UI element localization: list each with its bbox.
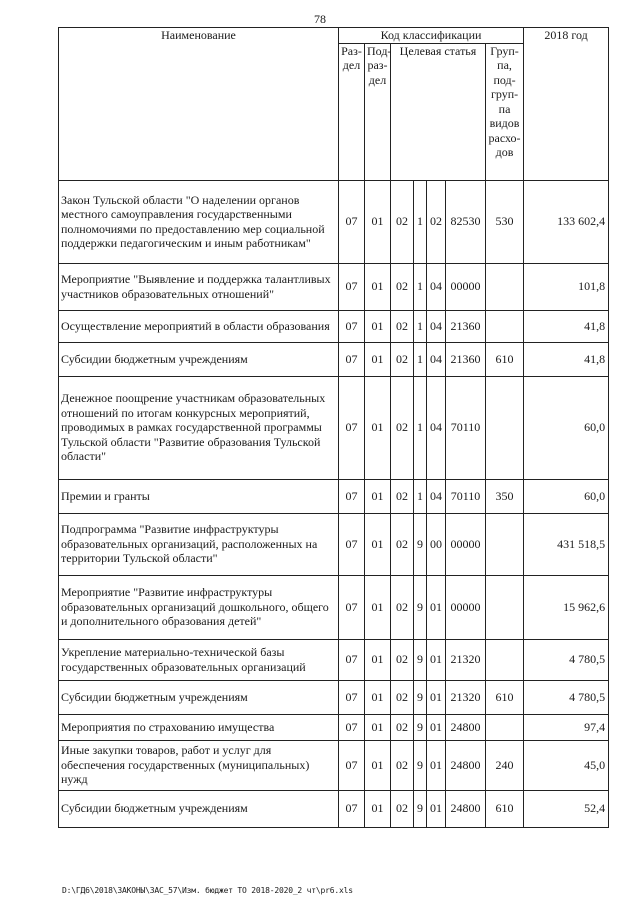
expense-type-code: 350 — [486, 479, 524, 513]
table-row — [59, 263, 609, 310]
target-code-direction: 82530 — [446, 180, 486, 263]
razdel-code: 07 — [339, 790, 365, 827]
podrazdel-code: 01 — [365, 376, 391, 479]
target-code-program: 02 — [391, 714, 414, 740]
target-code-subprogram: 1 — [414, 479, 427, 513]
target-code-program: 02 — [391, 180, 414, 263]
target-code-direction: 00000 — [446, 575, 486, 639]
target-code-event: 04 — [427, 376, 446, 479]
table-body — [59, 28, 609, 828]
razdel-code: 07 — [339, 479, 365, 513]
target-code-direction: 24800 — [446, 790, 486, 827]
header-name: Наименование — [59, 28, 339, 181]
row-name: Субсидии бюджетным учреждениям — [59, 342, 339, 376]
expense-type-code — [486, 575, 524, 639]
amount-2018: 45,0 — [524, 740, 609, 790]
amount-2018: 4 780,5 — [524, 639, 609, 680]
amount-2018: 101,8 — [524, 263, 609, 310]
podrazdel-code: 01 — [365, 479, 391, 513]
table-row — [59, 376, 609, 479]
expense-type-code — [486, 513, 524, 575]
amount-2018: 41,8 — [524, 342, 609, 376]
row-name: Денежное поощрение участникам образовательных отношений по итогам конкурсных мероприятий, проводимых в рамках государственной программы Тульской области "Развитие образования Тульской области" — [59, 376, 339, 479]
razdel-code: 07 — [339, 714, 365, 740]
target-code-subprogram: 9 — [414, 639, 427, 680]
razdel-code: 07 — [339, 740, 365, 790]
expense-type-code — [486, 714, 524, 740]
target-code-event: 01 — [427, 790, 446, 827]
budget-table — [58, 27, 609, 828]
row-name: Закон Тульской области "О наделении органов местного самоуправления государственными полномочиями по предоставлению мер социальной поддержки педагогическим и иным работникам" — [59, 180, 339, 263]
podrazdel-code: 01 — [365, 513, 391, 575]
target-code-program: 02 — [391, 479, 414, 513]
target-code-direction: 24800 — [446, 714, 486, 740]
target-code-subprogram: 9 — [414, 790, 427, 827]
header-classification: Код классификации — [339, 28, 524, 44]
row-name: Иные закупки товаров, работ и услуг для обеспечения государственных (муниципальных) нужд — [59, 740, 339, 790]
podrazdel-code: 01 — [365, 639, 391, 680]
target-code-program: 02 — [391, 790, 414, 827]
target-code-subprogram: 1 — [414, 376, 427, 479]
podrazdel-code: 01 — [365, 575, 391, 639]
table-row — [59, 680, 609, 714]
target-code-direction: 70110 — [446, 479, 486, 513]
target-code-subprogram: 9 — [414, 680, 427, 714]
amount-2018: 60,0 — [524, 479, 609, 513]
target-code-event: 01 — [427, 575, 446, 639]
target-code-event: 01 — [427, 714, 446, 740]
target-code-subprogram: 9 — [414, 740, 427, 790]
amount-2018: 41,8 — [524, 310, 609, 342]
target-code-event: 04 — [427, 342, 446, 376]
target-code-subprogram: 9 — [414, 714, 427, 740]
target-code-subprogram: 9 — [414, 575, 427, 639]
razdel-code: 07 — [339, 376, 365, 479]
expense-type-code — [486, 376, 524, 479]
file-path-footer: D:\ГД6\2018\ЗАКОНЫ\ЗАС_57\Изм. бюджет ТО 2018-2020_2 чт\pr6.xls — [62, 886, 353, 895]
target-code-event: 01 — [427, 680, 446, 714]
target-code-event: 01 — [427, 740, 446, 790]
podrazdel-code: 01 — [365, 342, 391, 376]
podrazdel-code: 01 — [365, 790, 391, 827]
table-row — [59, 180, 609, 263]
razdel-code: 07 — [339, 180, 365, 263]
amount-2018: 15 962,6 — [524, 575, 609, 639]
table-row — [59, 714, 609, 740]
amount-2018: 97,4 — [524, 714, 609, 740]
header-row-1 — [59, 28, 609, 44]
expense-type-code — [486, 263, 524, 310]
target-code-direction: 21320 — [446, 680, 486, 714]
expense-type-code — [486, 310, 524, 342]
page-number: 78 — [314, 12, 326, 26]
podrazdel-code: 01 — [365, 310, 391, 342]
target-code-program: 02 — [391, 342, 414, 376]
amount-2018: 60,0 — [524, 376, 609, 479]
amount-2018: 52,4 — [524, 790, 609, 827]
amount-2018: 4 780,5 — [524, 680, 609, 714]
podrazdel-code: 01 — [365, 740, 391, 790]
podrazdel-code: 01 — [365, 680, 391, 714]
target-code-program: 02 — [391, 376, 414, 479]
target-code-program: 02 — [391, 513, 414, 575]
expense-type-code: 610 — [486, 342, 524, 376]
table-row — [59, 575, 609, 639]
target-code-direction: 21360 — [446, 310, 486, 342]
row-name: Мероприятие "Выявление и поддержка талантливых участников образовательных отношений" — [59, 263, 339, 310]
target-code-direction: 00000 — [446, 513, 486, 575]
row-name: Осуществление мероприятий в области образования — [59, 310, 339, 342]
row-name: Мероприятие "Развитие инфраструктуры образовательных организаций дошкольного, общего и дополнительного образования детей" — [59, 575, 339, 639]
table-row — [59, 479, 609, 513]
row-name: Мероприятия по страхованию имущества — [59, 714, 339, 740]
target-code-subprogram: 1 — [414, 263, 427, 310]
target-code-subprogram: 1 — [414, 310, 427, 342]
razdel-code: 07 — [339, 575, 365, 639]
target-code-subprogram: 1 — [414, 180, 427, 263]
table-row — [59, 342, 609, 376]
table-row — [59, 639, 609, 680]
header-subsection: Под- раз- дел — [365, 43, 391, 180]
target-code-program: 02 — [391, 310, 414, 342]
expense-type-code: 610 — [486, 680, 524, 714]
target-code-program: 02 — [391, 263, 414, 310]
razdel-code: 07 — [339, 310, 365, 342]
table-row — [59, 513, 609, 575]
row-name: Укрепление материально-технической базы государственных образовательных организаций — [59, 639, 339, 680]
podrazdel-code: 01 — [365, 180, 391, 263]
header-year: 2018 год — [524, 28, 609, 181]
target-code-subprogram: 1 — [414, 342, 427, 376]
podrazdel-code: 01 — [365, 263, 391, 310]
target-code-direction: 21360 — [446, 342, 486, 376]
target-code-event: 02 — [427, 180, 446, 263]
amount-2018: 431 518,5 — [524, 513, 609, 575]
target-code-direction: 24800 — [446, 740, 486, 790]
table-row — [59, 740, 609, 790]
header-group: Груп- па, под- груп- па видов расхо- дов — [486, 43, 524, 180]
podrazdel-code: 01 — [365, 714, 391, 740]
header-target: Целевая статья — [391, 43, 486, 180]
header-section: Раз- дел — [339, 43, 365, 180]
expense-type-code: 240 — [486, 740, 524, 790]
row-name: Премии и гранты — [59, 479, 339, 513]
target-code-direction: 70110 — [446, 376, 486, 479]
razdel-code: 07 — [339, 639, 365, 680]
row-name: Субсидии бюджетным учреждениям — [59, 680, 339, 714]
target-code-event: 04 — [427, 263, 446, 310]
target-code-program: 02 — [391, 575, 414, 639]
expense-type-code: 530 — [486, 180, 524, 263]
razdel-code: 07 — [339, 263, 365, 310]
target-code-event: 04 — [427, 310, 446, 342]
target-code-program: 02 — [391, 740, 414, 790]
table-row — [59, 310, 609, 342]
target-code-subprogram: 9 — [414, 513, 427, 575]
table-row — [59, 790, 609, 827]
row-name: Подпрограмма "Развитие инфраструктуры образовательных организаций, расположенных на территории Тульской области" — [59, 513, 339, 575]
target-code-event: 04 — [427, 479, 446, 513]
razdel-code: 07 — [339, 680, 365, 714]
expense-type-code: 610 — [486, 790, 524, 827]
target-code-program: 02 — [391, 639, 414, 680]
row-name: Субсидии бюджетным учреждениям — [59, 790, 339, 827]
razdel-code: 07 — [339, 342, 365, 376]
razdel-code: 07 — [339, 513, 365, 575]
expense-type-code — [486, 639, 524, 680]
target-code-direction: 00000 — [446, 263, 486, 310]
target-code-event: 00 — [427, 513, 446, 575]
target-code-program: 02 — [391, 680, 414, 714]
amount-2018: 133 602,4 — [524, 180, 609, 263]
target-code-event: 01 — [427, 639, 446, 680]
target-code-direction: 21320 — [446, 639, 486, 680]
